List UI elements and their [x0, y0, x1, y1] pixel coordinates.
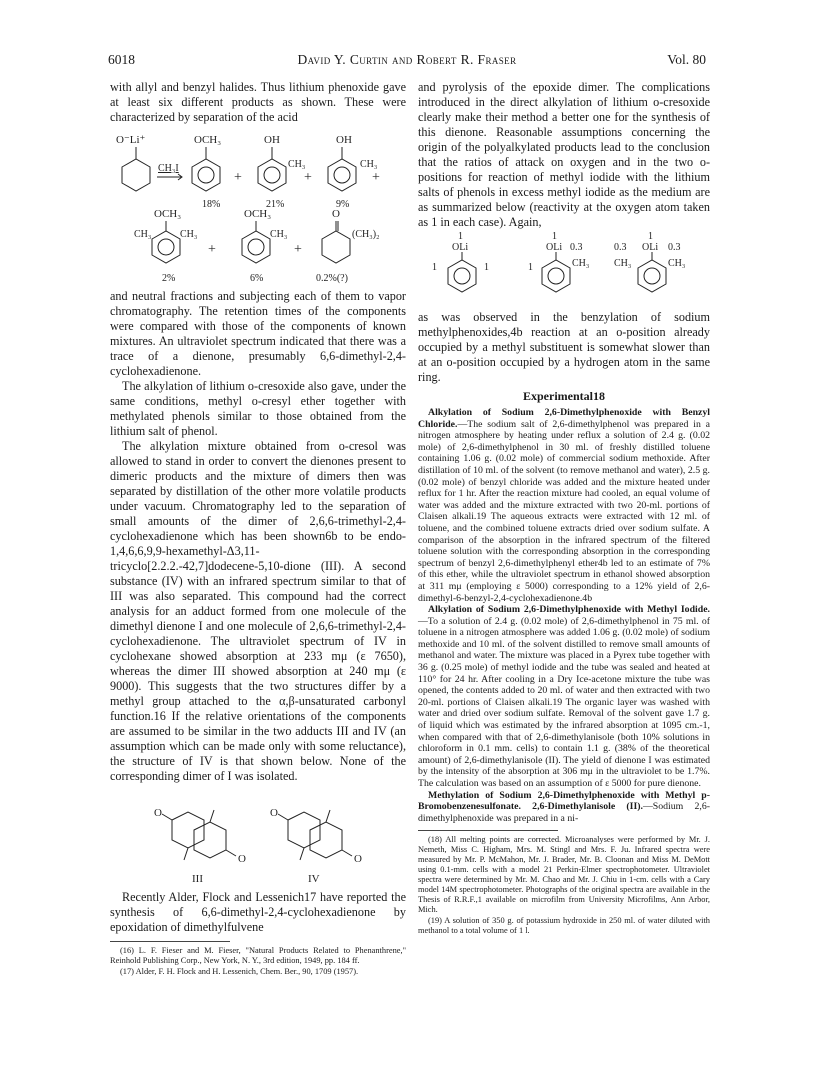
- pct-21: 21%: [266, 199, 285, 210]
- left-para-4: The alkylation mixture obtained from o-cresol was allowed to stand in order to convert the dienones present to dimeric products and the mixture of dimers then was separated by distillation of the other more volatile products under vacuum. Chromatography led to the separation of small amounts of the dimer of 2,6,6-trimethyl-2,4-cyclohexadienone which has been shown6b to be endo-1,4,6,6,9,9-hexamethyl-Δ3,11-tricyclo[2.2.2.-42,7]dodecene-5,10-dione (III). A second substance (IV) with an infrared spectrum similar to that of III was also separated. This compound had the correct analysis for an adduct formed from one molecule of the dimethyl dienone I and one molecule of 2,6,6-trimethyl-2,4-cyclohexadienone. The ultraviolet spectrum of IV in cyclohexane showed absorption at 233 mμ (ε 7650), whereas the dimer III showed absorption at 240 mμ (ε 9000). This suggests that the two structures differ by a methyl group attached to the α,β-unsaturated carbonyl function.16 If the relative orientations of the components are assumed to be similar in the two adducts III and IV (an assumption which can be made only with some reluctance), the structure of IV is that shown below. None of the corresponding dimer of I was isolated.: [110, 439, 406, 783]
- label-oh-1: OH: [264, 134, 280, 146]
- label-iv: IV: [308, 873, 320, 885]
- sub-ch3: CH₃: [614, 258, 632, 269]
- exp-title-1: Alkylation of Sodium 2,6-Dimethylphenoxide with Benzyl Chloride.: [418, 407, 710, 430]
- label-och3-1: OCH₃: [194, 134, 222, 146]
- ring-2: [192, 159, 220, 191]
- ring-5: [152, 231, 180, 263]
- footnote-rule: [110, 941, 230, 942]
- sub-ch3: CH₃: [572, 258, 590, 269]
- struct-o: O: [154, 807, 162, 819]
- running-header: [108, 52, 706, 70]
- exp-text-2: —To a solution of 2.4 g. (0.02 mole) of 2,6-dimethylphenol in 75 ml. of toluene in a nitrogen atmosphere was added 1.06 g. (0.02 mole) of sodium methoxide and 10 ml. of the solvent distilled to remove small amounts of methanol and water. The mixture was placed in a Pyrex tube together with 36 g. (0.25 mole) of methyl iodide and the tube was sealed and heated at 110° for 24 hr. After cooling in a Dry Ice-acetone mixture the tube was opened, the contents added to 20 ml. of water and then extracted with two 20-ml. portions of Claisen alkali.19 The organic layer was washed with water and dried over sodium sulfate. Removal of the solvent gave 1.7 g. of liquid which was estimated by the infrared absorption at 1095 cm.-1, when compared with that of 2,6-dimethylanisole (both 10% solutions in chloroform in 0.1 mm. cells) to contain 1.1 g. (38% of the theoretical amount) of 2,6-dimethylanisole (II). The yield of dienone I was estimated by the intensity of the absorption at 306 mμ in the ultraviolet to be 1.7%. The calculation was based on an assumption of ε 5000 for pure dienone.: [418, 615, 710, 789]
- label-och3-2: OCH₃: [154, 208, 182, 220]
- exp-title-2: Alkylation of Sodium 2,6-Dimethylphenoxide with Methyl Iodide.: [428, 604, 710, 616]
- experimental-body: [418, 407, 710, 824]
- ring-7: [322, 231, 350, 263]
- header-volume: Vol. 80: [667, 52, 706, 67]
- footnote-rule: [418, 830, 558, 831]
- left-para-2: and neutral fractions and subjecting each of them to vapor chromatography. The retention times of the components were compared with those of the components of known mixtures. An ultraviolet spectrum indicated that there was a trace of a dienone, presumably 6,6-dimethyl-2,4-cyclohexadienone.: [110, 289, 406, 378]
- label-oli: OLi: [546, 242, 563, 253]
- plus-sign: +: [208, 242, 216, 257]
- left-footnotes: [110, 946, 406, 977]
- exp-text-3: —Sodium 2,6-dimethylphenoxide was prepared in a ni-: [418, 801, 710, 824]
- sub-ch3-c: CH₃: [134, 229, 152, 240]
- struct-o: O: [270, 807, 278, 819]
- label-och3-3: OCH₃: [244, 208, 272, 220]
- val-03: 0.3: [668, 242, 681, 253]
- ring-1: [122, 159, 150, 191]
- sub-ch3-b: CH₃: [360, 159, 378, 170]
- right-para-2: as was observed in the benzylation of sodium methylphenoxides,4b reaction at an o-position already occupied by a methyl substituent is somewhat slower than at an o-position occupied by a hydrogen atom in the same ring.: [418, 310, 710, 384]
- left-para-1: with allyl and benzyl halides. Thus lithium phenoxide gave at least six different products as shown. These were characterized by separation of the acid: [110, 80, 406, 124]
- exp-para-3: [418, 790, 710, 825]
- pct-02: 0.2%(?): [316, 273, 348, 284]
- ring-4: [328, 159, 356, 191]
- reactivity-top: 1: [648, 231, 653, 242]
- reactivity-top: 1: [458, 231, 463, 242]
- label-iii: III: [192, 873, 203, 885]
- footnote-16: (16) L. F. Fieser and M. Fieser, "Natural Products Related to Phenanthrene," Reinhold Publishing Corp., New York, N. Y., 3rd edition, 1949, pp. 184 ff.: [110, 946, 406, 965]
- page-number: 6018: [108, 52, 135, 67]
- plus-sign: +: [234, 170, 242, 185]
- left-column: [110, 80, 406, 978]
- left-para-3: The alkylation of lithium o-cresoxide also gave, under the same conditions, methyl o-cresyl ether together with methylated phenols similar to those obtained from the lithium salt of phenol.: [110, 379, 406, 438]
- left-para-5: Recently Alder, Flock and Lessenich17 have reported the synthesis of 6,6-dimethyl-2,4-cyclohexadienone by epoxidation of dimethylfulvene: [110, 890, 406, 934]
- right-para-1: and pyrolysis of the epoxide dimer. The complications introduced in the direct alkylation of lithium o-cresoxide clearly make their method a better one for the synthesis of this dienone. Reasonable assumptions concerning the origin of the polyalkylated products lead to the conclusion that the ratios of attack on oxygen and in the two o-positions for reaction of methyl iodide with the lithium salts of phenols in excess methyl iodide as the medium are as summarized below (reactivity at the oxygen atom taken as 1 in each case). Again,: [418, 80, 710, 229]
- right-column: [418, 80, 710, 937]
- header-authors: David Y. Curtin and Robert R. Fraser: [297, 52, 517, 67]
- val-03: 0.3: [614, 242, 627, 253]
- ring-6: [242, 231, 270, 263]
- footnote-17: (17) Alder, F. H. Flock and H. Lessenich, Chem. Ber., 90, 1709 (1957).: [120, 967, 359, 976]
- sub-ch3: CH₃: [668, 258, 686, 269]
- reagent-label: CH₃I: [158, 163, 179, 174]
- structures-iii-iv: [110, 790, 406, 890]
- sub-ch3-d: CH₃: [180, 229, 198, 240]
- scheme-methylation-phenoxide: [110, 127, 406, 287]
- label-oli: O⁻Li⁺: [116, 134, 146, 146]
- label-oli: OLi: [642, 242, 659, 253]
- sub-ch3-e: CH₃: [270, 229, 288, 240]
- ring-3: [258, 159, 286, 191]
- struct-o: O: [238, 853, 246, 865]
- label-oli: OLi: [452, 242, 469, 253]
- struct-o: O: [354, 853, 362, 865]
- pct-9: 9%: [336, 199, 350, 210]
- label-o: O: [332, 208, 340, 220]
- experimental-heading: Experimental18: [523, 389, 605, 403]
- pct-18: 18%: [202, 199, 221, 210]
- val-1: 1: [484, 262, 489, 273]
- footnote-19: (19) A solution of 350 g. of potassium hydroxide in 250 ml. of water diluted with methanol to a total volume of 1 l.: [418, 916, 710, 936]
- val-1: 1: [432, 262, 437, 273]
- pct-6: 6%: [250, 273, 264, 284]
- sub-ch3-a: CH₃: [288, 159, 306, 170]
- scheme-reactivity: [418, 230, 710, 310]
- label-oh-2: OH: [336, 134, 352, 146]
- plus-sign: +: [304, 170, 312, 185]
- right-footnotes: [418, 835, 710, 936]
- val-03: 0.3: [570, 242, 583, 253]
- plus-sign: +: [372, 170, 380, 185]
- exp-text-1: —The sodium salt of 2,6-dimethylphenol was prepared in a nitrogen atmosphere by heating under reflux a solution of 2.4 g. (0.02 mole) of 2,6-dimethylphenol in 30 ml. of freshly distilled toluene containing 1.06 g. (0.02 mole) of commercial sodium methoxide. After distillation of 10 ml. of the solvent (to remove methanol and water), 2.5 g. (0.02 mole) of benzyl chloride was added and the mixture heated under reflux for 1 hr. After the reaction mixture had cooled, an equal volume of water was added and the mixture extracted with two 20-ml. portions of Claisen alkali.19 The aqueous extracts were extracted with 12 ml. of toluene, and the combined toluene extracts dried over sodium sulfate. A comparison of the absorption in the infrared spectrum of the filtered toluene solution with the corresponding absorption in the corresponding spectrum of benzyl 2,6-dimethylphenyl ether4b led to an estimate of 7% of this ether, while the ultraviolet spectrum in ethanol showed absorption at 311 mμ (employing ε 5000) corresponding to a 12% yield of 2,6-dimethyl-6-benzyl-2,4-cyclohexadienone.4b: [418, 418, 710, 604]
- sub-ch32: (CH₃)₂: [352, 229, 380, 240]
- exp-para-2: [418, 604, 710, 790]
- reactivity-top: 1: [552, 231, 557, 242]
- exp-para-1: [418, 407, 710, 604]
- footnote-18: (18) All melting points are corrected. Microanalyses were performed by Mr. J. Nemeth, Miss C. Higham, Mrs. M. Stingl and Mrs. F. Ju. Infrared spectra were measured by Mr. P. McMahon, Mr. J. Brader, Mr. B. Cloonan and Miss M. DeMott using 0.1-mm. cells with a model 21 Perkin-Elmer spectrophotometer. Ultraviolet spectra were determined by Mr. M. Chao and Mr. J. Chiu in 1-cm. cells with a Cary model 14M spectrophotometer. Photographs of the original spectra are available in the Thesis of R.R.F.,1 available on microfilm from University Microfilms, Ann Arbor, Mich.: [418, 835, 710, 915]
- plus-sign: +: [294, 242, 302, 257]
- val-1: 1: [528, 262, 533, 273]
- pct-2: 2%: [162, 273, 176, 284]
- exp-title-3: Methylation of Sodium 2,6-Dimethylphenoxide with Methyl p-Bromobenzenesulfonate. 2,6-Dimethylanisole (II).: [418, 789, 710, 813]
